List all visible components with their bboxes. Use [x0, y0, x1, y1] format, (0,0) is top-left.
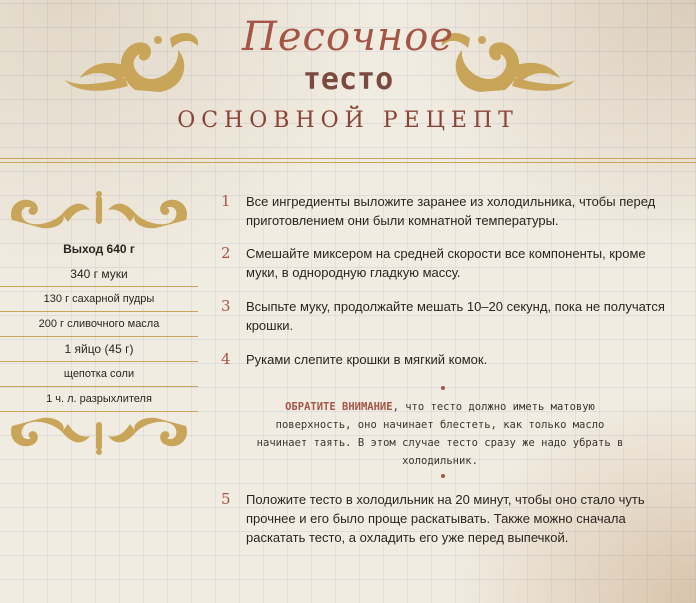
step-number: 3: [221, 297, 231, 315]
page-title: ОСНОВНОЙ РЕЦЕПТ: [177, 108, 519, 133]
ingredient-item: 130 г сахарной пудры: [0, 287, 198, 312]
ingredient-item: 340 г муки: [0, 262, 198, 287]
step-5: [221, 490, 681, 547]
note-dot-top: [441, 386, 445, 390]
yield-heading: Выход 640 г: [63, 242, 135, 256]
step-text: Смешайте миксером на средней скорости все компоненты, кроме муки, в однородную гладкую массу.: [246, 246, 646, 280]
ingredients-list: [0, 236, 198, 412]
divider: [0, 162, 696, 163]
note-lead: ОБРАТИТЕ ВНИМАНИЕ: [285, 401, 393, 413]
step-3: [221, 297, 681, 335]
step-text: Руками слепите крошки в мягкий комок.: [246, 352, 488, 367]
title-script: Песочное: [241, 14, 455, 60]
note-text: , что тесто должно иметь матовую поверхность, оно начинает блестеть, как только масло начинает таять. В этом случае тесто сразу же надо убрать в холодильник.: [256, 401, 624, 467]
title-sub: тесто: [302, 62, 394, 97]
attention-note: [250, 398, 630, 470]
step-text: Все ингредиенты выложите заранее из холодильника, чтобы перед приготовлением они были комнатной температуры.: [246, 194, 656, 228]
ingredients-bottom-ornament: [2, 416, 196, 456]
ingredients-top-ornament: [2, 190, 196, 230]
ingredient-item: 1 яйцо (45 г): [0, 337, 198, 362]
divider: [0, 158, 696, 159]
step-4: [221, 350, 681, 369]
note-dot-bottom: [441, 474, 445, 478]
step-number: 5: [221, 490, 231, 508]
ingredient-item: щепотка соли: [0, 362, 198, 387]
step-text: Всыпьте муку, продолжайте мешать 10–20 секунд, пока не получатся крошки.: [246, 299, 665, 333]
step-2: [221, 244, 681, 282]
step-number: 1: [221, 192, 231, 210]
ingredient-item: 200 г сливочного масла: [0, 312, 198, 337]
step-number: 2: [221, 244, 231, 262]
step-1: [221, 192, 681, 230]
step-number: 4: [221, 350, 231, 368]
step-text: Положите тесто в холодильник на 20 минут, чтобы оно стало чуть прочнее и его было проще раскатывать. Также можно сначала раскатать тесто, а охладить его уже перед выпечкой.: [246, 492, 645, 545]
ingredient-item: 1 ч. л. разрыхлителя: [0, 387, 198, 412]
